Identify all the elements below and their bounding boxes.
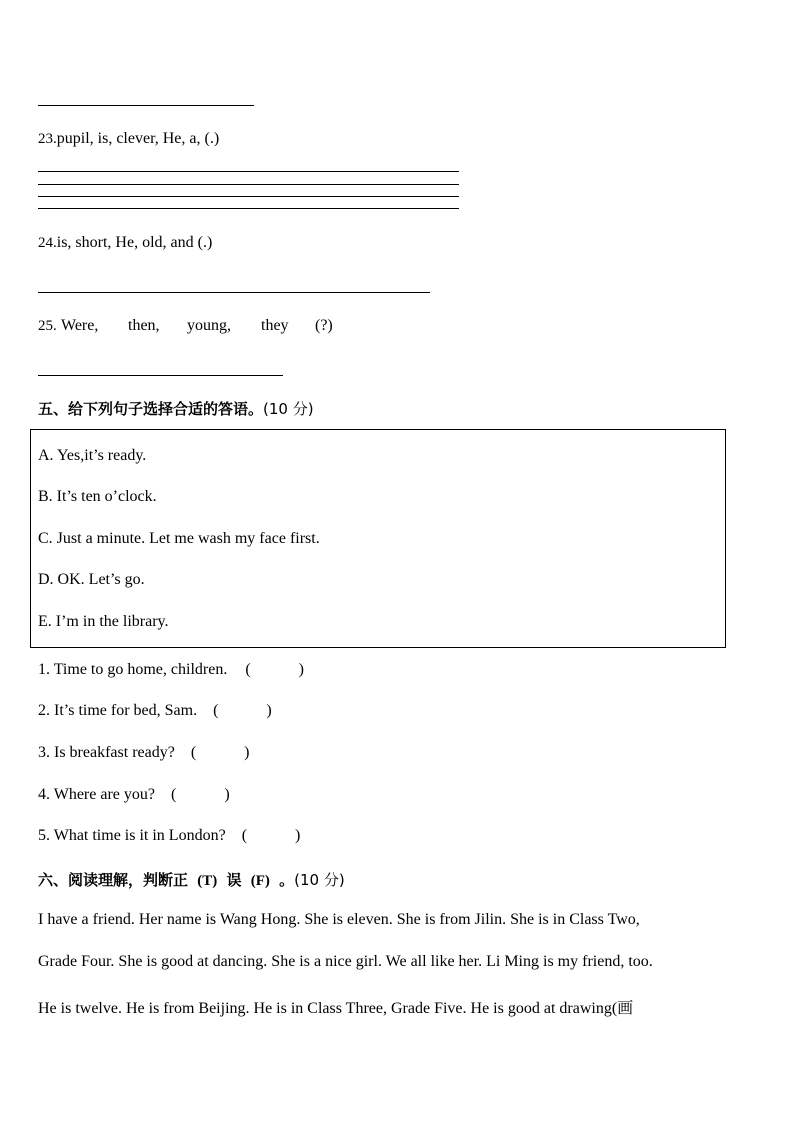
answer-line — [38, 375, 283, 376]
section-points: (10 分) — [294, 871, 345, 889]
answer-line — [38, 196, 459, 197]
question-text: pupil, is, clever, He, a, (.) — [56, 130, 220, 147]
question-number: 24. — [38, 235, 57, 251]
question-25 — [38, 317, 57, 335]
reading-line-2: Grade Four. She is good at dancing. She is a nice girl. We all like her. Li Ming is my friend, too. — [38, 953, 653, 970]
true-marker: (T) — [197, 873, 218, 889]
section-title-text: 。 — [279, 871, 295, 889]
word: (?) — [315, 317, 333, 334]
question-number: 25. — [38, 318, 57, 334]
item-3 — [38, 744, 249, 762]
item-4 — [38, 786, 230, 804]
question-23 — [38, 130, 219, 148]
item-text: 2. It’s time for bed, Sam. — [38, 702, 198, 719]
answer-line — [38, 171, 459, 172]
answer-line — [38, 292, 430, 293]
section-5-title — [38, 398, 314, 419]
answer-line — [38, 208, 459, 209]
section-points: (10 分) — [263, 400, 314, 418]
option-e: E. I’m in the library. — [38, 613, 169, 630]
item-text: 5. What time is it in London? — [38, 827, 226, 844]
question-number: 23. — [38, 131, 57, 147]
word: then, — [128, 317, 160, 334]
section-6-title — [38, 869, 345, 890]
item-text: 4. Where are you? — [38, 786, 155, 803]
item-text: 3. Is breakfast ready? — [38, 744, 175, 761]
item-5 — [38, 827, 300, 845]
word: Were, — [61, 317, 99, 334]
word: they — [261, 317, 289, 334]
reading-line-3: He is twelve. He is from Beijing. He is in Class Three, Grade Five. He is good at drawing(画 — [38, 1000, 634, 1017]
word: young, — [187, 317, 231, 334]
false-marker: (F) — [250, 873, 270, 889]
option-a: A. Yes,it’s ready. — [38, 447, 147, 464]
option-d: D. OK. Let’s go. — [38, 571, 145, 588]
answer-blank[interactable]: ( ) — [170, 786, 230, 803]
option-c: C. Just a minute. Let me wash my face first. — [38, 530, 320, 547]
answer-line — [38, 184, 459, 185]
section-title-text: 五、给下列句子选择合适的答语。 — [38, 400, 264, 418]
option-b: B. It’s ten o’clock. — [38, 488, 157, 505]
item-text: 1. Time to go home, children. — [38, 661, 228, 678]
answer-line — [38, 105, 254, 106]
reading-line-1: I have a friend. Her name is Wang Hong. She is eleven. She is from Jilin. She is in Class Two, — [38, 911, 640, 928]
answer-blank[interactable]: ( ) — [241, 827, 301, 844]
answer-blank[interactable]: ( ) — [213, 702, 272, 719]
question-24 — [38, 234, 212, 252]
answer-blank[interactable]: ( ) — [245, 661, 304, 678]
answer-blank[interactable]: ( ) — [190, 744, 250, 761]
item-2 — [38, 702, 272, 720]
question-text: is, short, He, old, and (.) — [56, 234, 213, 251]
section-title-text: 误 — [226, 871, 242, 889]
section-title-text: 六、阅读理解，判断正 — [38, 871, 189, 889]
item-1 — [38, 661, 304, 679]
